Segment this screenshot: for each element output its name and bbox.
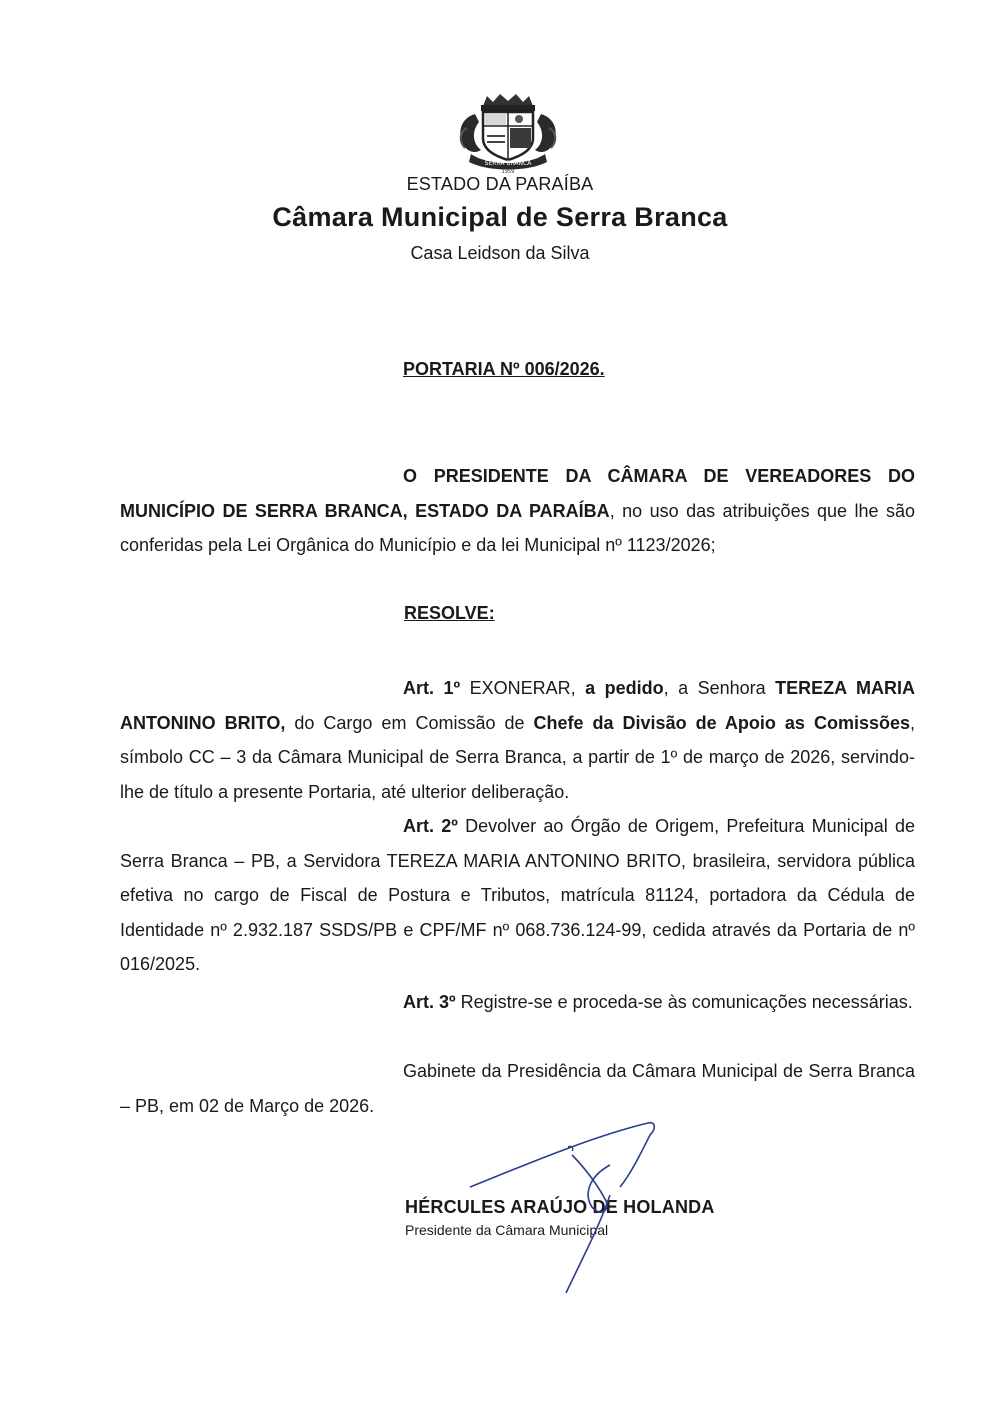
portaria-number: PORTARIA Nº 006/2026	[403, 359, 600, 379]
resolve-label: RESOLVE	[404, 603, 489, 623]
art1-bold-1: a pedido	[585, 678, 664, 698]
signer-name: HÉRCULES ARAÚJO DE HOLANDA	[405, 1197, 715, 1217]
intro-paragraph	[120, 459, 915, 563]
art2-text: Devolver ao Órgão de Origem, Prefeitura Municipal de Serra Branca – PB, a Servidora TEREZA MARIA ANTONINO BRITO, brasileira, servidora pública efetiva no cargo de Fiscal de Postura e Tributos, matrícula 81124, portadora da Cédula de Identidade nº 2.932.187 SSDS/PB e CPF/MF nº 068.736.124-99, cedida através da Portaria de nº 016/2025.	[120, 816, 915, 974]
portaria-period: .	[599, 359, 605, 379]
art3-text: Registre-se e proceda-se às comunicações necessárias.	[455, 992, 913, 1012]
article-1	[120, 671, 915, 809]
intro-text: , no uso das atribuições que lhe são conferidas pela Lei Orgânica do Município e da lei Municipal nº 1123/2026;	[120, 500, 915, 555]
art2-label: Art. 2º	[403, 816, 458, 836]
article-3	[120, 985, 915, 1020]
art1-text-1: EXONERAR,	[460, 678, 586, 698]
art1-text-3: do Cargo em Comissão de	[285, 712, 534, 733]
article-2	[120, 809, 915, 982]
art1-bold-2: TEREZA MARIA ANTONINO BRITO,	[120, 678, 915, 733]
house-name: Casa Leidson da Silva	[410, 243, 590, 263]
state-name: ESTADO DA PARAÍBA	[406, 174, 594, 194]
art1-bold-3: Chefe da Divisão de Apoio as Comissões	[533, 712, 910, 733]
municipal-crest-logo	[453, 92, 563, 174]
resolve-colon: :	[488, 603, 495, 623]
chamber-title: Câmara Municipal de Serra Branca	[272, 202, 728, 232]
signer-role: Presidente da Câmara Municipal	[405, 1222, 609, 1238]
closing-paragraph: Gabinete da Presidência da Câmara Municipal de Serra Branca – PB, em 02 de Março de 2026.	[120, 1061, 915, 1116]
crest-ribbon-text: SERRA BRANCA	[484, 160, 532, 167]
art1-text-2: , a Senhora	[663, 678, 776, 698]
art3-label: Art. 3º	[403, 992, 456, 1012]
resolve-heading	[404, 603, 495, 624]
intro-bold: O PRESIDENTE DA CÂMARA DE VEREADORES DO MUNICÍPIO DE SERRA BRANCA, ESTADO DA PARAÍBA	[120, 466, 915, 521]
portaria-title	[403, 359, 605, 380]
crest-year: 1959	[501, 169, 515, 174]
art1-label: Art. 1º	[403, 678, 461, 698]
art1-text-4: , símbolo CC – 3 da Câmara Municipal de Serra Branca, a partir de 1º de março de 2026, servindo-lhe de título a presente Portaria, até ulterior deliberação.	[120, 712, 916, 802]
